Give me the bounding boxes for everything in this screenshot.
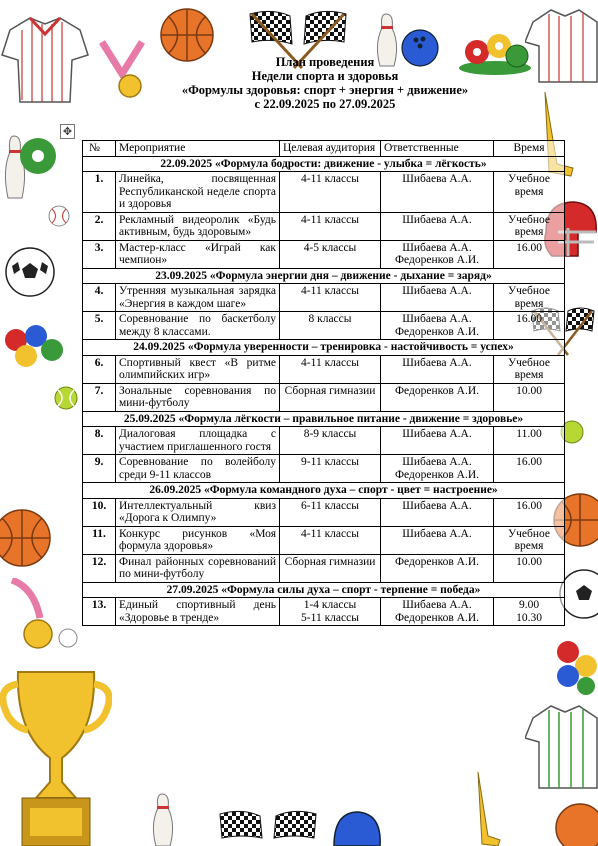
table-row	[83, 498, 565, 526]
row-number: 5.	[83, 312, 116, 340]
day-heading-row	[83, 582, 565, 598]
row-audience: Сборная гимназии	[280, 554, 381, 582]
table-row	[83, 172, 565, 213]
tennis-ball-icon	[54, 386, 78, 410]
title-line-4: с 22.09.2025 по 27.09.2025	[254, 97, 396, 111]
row-audience: 9-11 классы	[280, 455, 381, 483]
row-audience: 4-11 классы	[280, 526, 381, 554]
row-number: 1.	[83, 172, 116, 213]
day-heading-row	[83, 340, 565, 356]
page-title	[90, 55, 560, 111]
row-activity: Соревнование по волейболу среди 9-11 классов	[116, 455, 280, 483]
header-time: Время	[494, 141, 565, 157]
row-responsible: Шибаева А.А. Федоренков А.И.	[381, 240, 494, 268]
row-responsible: Шибаева А.А.	[381, 498, 494, 526]
header-audience: Целевая аудитория	[280, 141, 381, 157]
schedule-table	[82, 140, 565, 626]
row-responsible: Шибаева А.А.	[381, 355, 494, 383]
day-heading: 27.09.2025 «Формула силы духа – спорт - терпение = победа»	[83, 582, 565, 598]
table-row	[83, 284, 565, 312]
row-time: Учебное время	[494, 355, 565, 383]
row-audience: 4-11 классы	[280, 172, 381, 213]
day-heading-row	[83, 156, 565, 172]
row-activity: Конкурс рисунков «Моя формула здоровья»	[116, 526, 280, 554]
title-line-3: «Формулы здоровья: спорт + энергия + движение»	[181, 83, 469, 97]
row-number: 11.	[83, 526, 116, 554]
tennis-ball-icon	[48, 205, 70, 227]
row-activity: Интеллектуальный квиз «Дорога к Олимпу»	[116, 498, 280, 526]
row-audience: 6-11 классы	[280, 498, 381, 526]
tennis-ball-icon	[58, 628, 78, 648]
row-activity: Единый спортивный день «Здоровье в тренде»	[116, 598, 280, 626]
header-activity: Мероприятие	[116, 141, 280, 157]
day-heading-row	[83, 483, 565, 499]
table-header-row	[83, 141, 565, 157]
bowling-icon	[148, 790, 192, 846]
row-time: 9.00 10.30	[494, 598, 565, 626]
row-activity: Диалоговая площадка с участием приглашенного гостя	[116, 427, 280, 455]
row-audience: 4-11 классы	[280, 284, 381, 312]
row-time: Учебное время	[494, 212, 565, 240]
row-responsible: Шибаева А.А. Федоренков А.И.	[381, 598, 494, 626]
row-responsible: Шибаева А.А. Федоренков А.И.	[381, 312, 494, 340]
row-activity: Утренняя музыкальная зарядка «Энергия в каждом шаге»	[116, 284, 280, 312]
billiard-balls-icon	[0, 322, 66, 372]
row-number: 2.	[83, 212, 116, 240]
checkered-flags-icon	[212, 808, 324, 846]
table-row	[83, 526, 565, 554]
table-row	[83, 212, 565, 240]
row-time: 16.00	[494, 240, 565, 268]
row-time: 10.00	[494, 383, 565, 411]
row-number: 6.	[83, 355, 116, 383]
header-num: №	[83, 141, 116, 157]
row-time: Учебное время	[494, 172, 565, 213]
medal-icon	[4, 578, 60, 654]
row-time: 16.00	[494, 498, 565, 526]
row-activity: Линейка, посвященная Республиканской неделе спорта и здоровья	[116, 172, 280, 213]
table-row	[83, 355, 565, 383]
row-number: 7.	[83, 383, 116, 411]
row-number: 4.	[83, 284, 116, 312]
row-time: 16.00	[494, 312, 565, 340]
row-number: 8.	[83, 427, 116, 455]
row-activity: Финал районных соревнований по мини-футболу	[116, 554, 280, 582]
row-time: 10.00	[494, 554, 565, 582]
table-row	[83, 455, 565, 483]
row-responsible: Федоренков А.И.	[381, 383, 494, 411]
row-time: Учебное время	[494, 284, 565, 312]
row-time: 11.00	[494, 427, 565, 455]
table-row	[83, 240, 565, 268]
row-responsible: Шибаева А.А. Федоренков А.И.	[381, 455, 494, 483]
row-number: 10.	[83, 498, 116, 526]
table-row	[83, 312, 565, 340]
row-audience: Сборная гимназии	[280, 383, 381, 411]
day-heading: 25.09.2025 «Формула лёгкости – правильное питание - движение = здоровье»	[83, 411, 565, 427]
row-activity: Рекламный видеоролик «Будь активным, будь здоровым»	[116, 212, 280, 240]
soccer-ball-icon	[4, 246, 56, 298]
title-line-2: Недели спорта и здоровья	[251, 69, 399, 83]
day-heading: 24.09.2025 «Формула уверенности – тренировка - настойчивость = успех»	[83, 340, 565, 356]
row-audience: 4-11 классы	[280, 355, 381, 383]
row-audience: 1-4 классы 5-11 классы	[280, 598, 381, 626]
row-number: 13.	[83, 598, 116, 626]
football-helmet-icon	[328, 808, 384, 846]
table-move-handle[interactable]: ✥	[60, 124, 75, 139]
billiard-balls-icon	[18, 136, 58, 176]
day-heading: 22.09.2025 «Формула бодрости: движение - улыбка = лёгкость»	[83, 156, 565, 172]
billiard-balls-icon	[548, 636, 598, 696]
row-responsible: Шибаева А.А.	[381, 212, 494, 240]
row-responsible: Шибаева А.А.	[381, 526, 494, 554]
header-responsible: Ответственные	[381, 141, 494, 157]
row-responsible: Шибаева А.А.	[381, 427, 494, 455]
baseball-jersey-icon	[0, 10, 90, 105]
row-audience: 4-11 классы	[280, 212, 381, 240]
trophy-icon	[0, 662, 112, 846]
row-audience: 8 классы	[280, 312, 381, 340]
row-audience: 8-9 классы	[280, 427, 381, 455]
basketball-icon	[552, 800, 598, 846]
hockey-stick-icon	[472, 770, 502, 846]
table-row	[83, 598, 565, 626]
row-time: Учебное время	[494, 526, 565, 554]
day-heading: 26.09.2025 «Формула командного духа – спорт - цвет = настроение»	[83, 483, 565, 499]
row-activity: Мастер-класс «Играй как чемпион»	[116, 240, 280, 268]
title-line-1: План проведения	[275, 55, 375, 69]
day-heading: 23.09.2025 «Формула энергии дня – движение - дыхание = заряд»	[83, 268, 565, 284]
row-activity: Спортивный квест «В ритме олимпийских игр»	[116, 355, 280, 383]
row-number: 12.	[83, 554, 116, 582]
row-number: 9.	[83, 455, 116, 483]
table-row	[83, 554, 565, 582]
row-responsible: Шибаева А.А.	[381, 172, 494, 213]
day-heading-row	[83, 268, 565, 284]
row-responsible: Федоренков А.И.	[381, 554, 494, 582]
row-activity: Соревнование по баскетболу между 8 классами.	[116, 312, 280, 340]
row-time: 16.00	[494, 455, 565, 483]
day-heading-row	[83, 411, 565, 427]
table-row	[83, 427, 565, 455]
table-row	[83, 383, 565, 411]
row-responsible: Шибаева А.А.	[381, 284, 494, 312]
row-activity: Зональные соревнования по мини-футболу	[116, 383, 280, 411]
row-number: 3.	[83, 240, 116, 268]
baseball-jersey-icon	[525, 700, 598, 790]
basketball-icon	[0, 506, 52, 570]
row-audience: 4-5 классы	[280, 240, 381, 268]
